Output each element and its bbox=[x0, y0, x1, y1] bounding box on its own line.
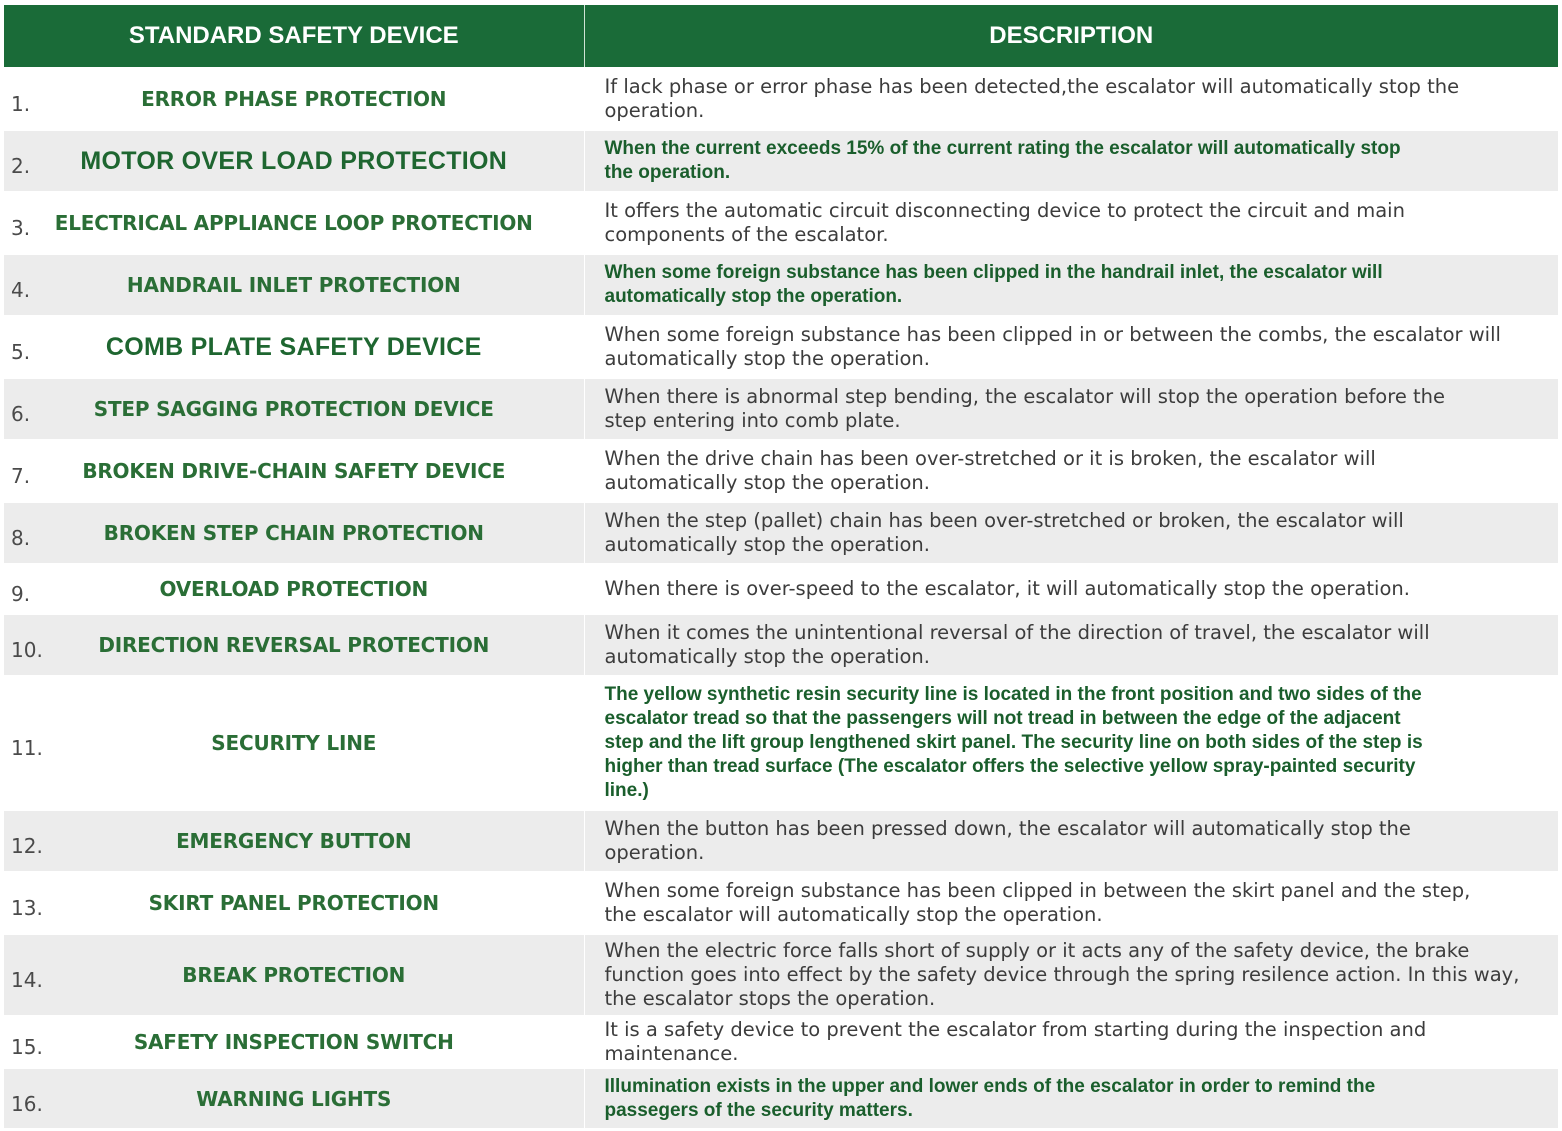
description-cell bbox=[584, 254, 1558, 316]
description-cell bbox=[584, 934, 1558, 1016]
device-name: COMB PLATE SAFETY DEVICE bbox=[105, 332, 482, 361]
row-number: 11. bbox=[11, 735, 43, 760]
device-name: SKIRT PANEL PROTECTION bbox=[148, 891, 439, 915]
device-description: When the drive chain has been over-stretched or it is broken, the escalator will automatically stop the operation. bbox=[604, 447, 1376, 494]
device-name: MOTOR OVER LOAD PROTECTION bbox=[80, 146, 508, 175]
device-description: When the current exceeds 15% of the current rating the escalator will automatically stop the operation. bbox=[604, 138, 1401, 183]
device-name: SECURITY LINE bbox=[211, 731, 377, 755]
device-cell bbox=[4, 1068, 584, 1128]
device-cell bbox=[4, 68, 584, 130]
description-cell bbox=[584, 68, 1558, 130]
row-number: 5. bbox=[11, 339, 31, 364]
device-name: DIRECTION REVERSAL PROTECTION bbox=[98, 633, 490, 657]
description-cell bbox=[584, 676, 1558, 810]
device-name: ERROR PHASE PROTECTION bbox=[141, 87, 447, 111]
device-name: HANDRAIL INLET PROTECTION bbox=[126, 273, 461, 297]
table-row bbox=[4, 378, 1558, 440]
device-cell bbox=[4, 130, 584, 192]
safety-device-table bbox=[4, 5, 1559, 1128]
row-number: 10. bbox=[11, 637, 43, 662]
device-name: SAFETY INSPECTION SWITCH bbox=[133, 1030, 454, 1054]
table-row bbox=[4, 68, 1558, 130]
table-row bbox=[4, 1068, 1558, 1128]
device-description: It offers the automatic circuit disconnecting device to protect the circuit and main components of the escalator. bbox=[604, 199, 1405, 246]
row-number: 9. bbox=[11, 581, 31, 606]
device-cell bbox=[4, 440, 584, 502]
description-cell bbox=[584, 130, 1558, 192]
description-cell bbox=[584, 192, 1558, 254]
table-row bbox=[4, 614, 1558, 676]
table-row bbox=[4, 130, 1558, 192]
device-description: When some foreign substance has been clipped in between the skirt panel and the step, the escalator will automatically stop the operation. bbox=[604, 879, 1471, 926]
table-row bbox=[4, 934, 1558, 1016]
table-row bbox=[4, 316, 1558, 378]
row-number: 15. bbox=[11, 1034, 43, 1059]
device-cell bbox=[4, 378, 584, 440]
device-description: It is a safety device to prevent the escalator from starting during the inspection and maintenance. bbox=[604, 1018, 1427, 1065]
device-cell bbox=[4, 872, 584, 934]
row-number: 7. bbox=[11, 463, 31, 488]
table-row bbox=[4, 872, 1558, 934]
row-number: 16. bbox=[11, 1091, 43, 1116]
device-description: When the button has been pressed down, the escalator will automatically stop the operation. bbox=[604, 817, 1411, 864]
row-number: 8. bbox=[11, 525, 31, 550]
table-header-row bbox=[4, 5, 1558, 68]
description-cell bbox=[584, 378, 1558, 440]
description-cell bbox=[584, 614, 1558, 676]
description-cell bbox=[584, 1068, 1558, 1128]
row-number: 12. bbox=[11, 833, 43, 858]
device-description: When it comes the unintentional reversal of the direction of travel, the escalator will automatically stop the operation. bbox=[604, 621, 1430, 668]
device-cell bbox=[4, 564, 584, 614]
row-number: 14. bbox=[11, 967, 43, 992]
device-cell bbox=[4, 316, 584, 378]
device-name: BREAK PROTECTION bbox=[182, 963, 406, 987]
device-description: When some foreign substance has been clipped in or between the combs, the escalator will automatically stop the operation. bbox=[604, 323, 1501, 370]
device-cell bbox=[4, 502, 584, 564]
device-description: When the step (pallet) chain has been over-stretched or broken, the escalator will automatically stop the operation. bbox=[604, 509, 1404, 556]
header-device: STANDARD SAFETY DEVICE bbox=[4, 5, 584, 68]
device-description: Illumination exists in the upper and lower ends of the escalator in order to remind the passegers of the security matters. bbox=[604, 1075, 1376, 1121]
table-row bbox=[4, 1016, 1558, 1068]
device-name: BROKEN STEP CHAIN PROTECTION bbox=[103, 521, 484, 545]
device-name: STEP SAGGING PROTECTION DEVICE bbox=[93, 397, 494, 421]
header-description: DESCRIPTION bbox=[584, 5, 1558, 68]
table-row bbox=[4, 440, 1558, 502]
device-description: When some foreign substance has been clipped in the handrail inlet, the escalator will automatically stop the operation. bbox=[604, 262, 1383, 307]
row-number: 2. bbox=[11, 153, 31, 178]
device-name: WARNING LIGHTS bbox=[196, 1086, 392, 1111]
description-cell bbox=[584, 810, 1558, 872]
device-description: If lack phase or error phase has been detected,the escalator will automatically stop the operation. bbox=[604, 75, 1460, 122]
table-row bbox=[4, 254, 1558, 316]
table-row bbox=[4, 676, 1558, 810]
device-cell bbox=[4, 934, 584, 1016]
device-cell bbox=[4, 614, 584, 676]
device-cell bbox=[4, 254, 584, 316]
device-cell bbox=[4, 192, 584, 254]
table-row bbox=[4, 502, 1558, 564]
row-number: 3. bbox=[11, 215, 31, 240]
table-row bbox=[4, 810, 1558, 872]
device-description: When the electric force falls short of supply or it acts any of the safety device, the brake function goes into effect by the safety device through the spring resilence action. In this way, the escalator stops the operation. bbox=[604, 939, 1520, 1010]
device-description: When there is over-speed to the escalator, it will automatically stop the operation. bbox=[604, 577, 1410, 600]
device-name: OVERLOAD PROTECTION bbox=[159, 577, 429, 601]
description-cell bbox=[584, 440, 1558, 502]
table-row bbox=[4, 564, 1558, 614]
device-name: BROKEN DRIVE-CHAIN SAFETY DEVICE bbox=[82, 459, 506, 483]
device-cell bbox=[4, 676, 584, 810]
row-number: 4. bbox=[11, 277, 31, 302]
description-cell bbox=[584, 502, 1558, 564]
description-cell bbox=[584, 1016, 1558, 1068]
device-description: The yellow synthetic resin security line is located in the front position and two sides of the escalator tread so that the passengers will not tread in between the edge of the adjacent step and the lift group lengthened skirt panel. The security line on both sides of the step is higher than tread surface (The escalator offers the selective yellow spray-painted security line.) bbox=[604, 684, 1423, 801]
row-number: 1. bbox=[11, 91, 31, 116]
device-name: ELECTRICAL APPLIANCE LOOP PROTECTION bbox=[54, 211, 533, 235]
device-cell bbox=[4, 810, 584, 872]
description-cell bbox=[584, 316, 1558, 378]
row-number: 6. bbox=[11, 401, 31, 426]
table-row bbox=[4, 192, 1558, 254]
description-cell bbox=[584, 872, 1558, 934]
device-description: When there is abnormal step bending, the escalator will stop the operation before the step entering into comb plate. bbox=[604, 385, 1446, 432]
device-cell bbox=[4, 1016, 584, 1068]
row-number: 13. bbox=[11, 895, 43, 920]
device-name: EMERGENCY BUTTON bbox=[176, 829, 412, 853]
description-cell bbox=[584, 564, 1558, 614]
